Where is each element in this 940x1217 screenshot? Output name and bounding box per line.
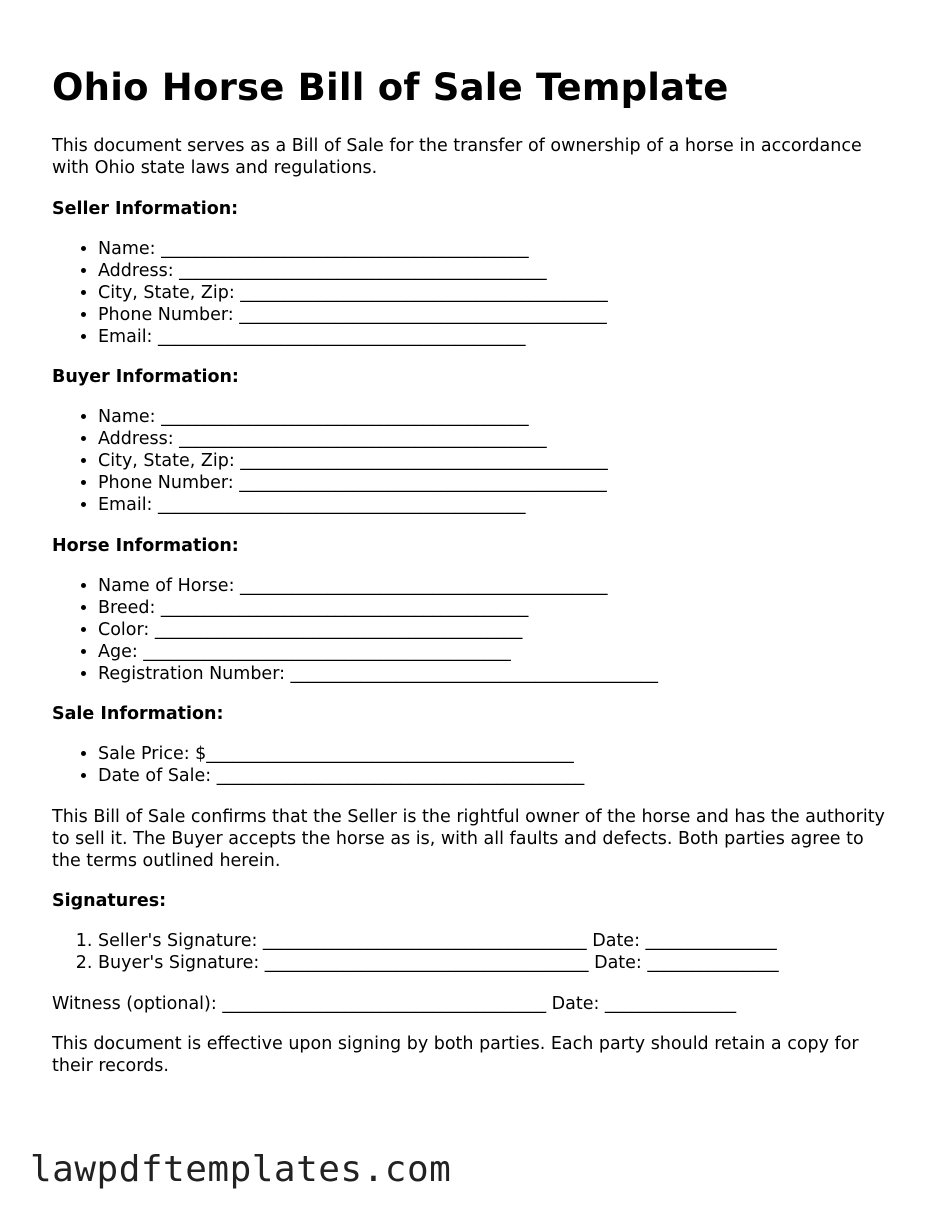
buyer-field-list	[52, 406, 938, 516]
buyer-address-field: • Address: __________________________________________	[98, 428, 938, 450]
page-title: Ohio Horse Bill of Sale Template	[52, 66, 729, 109]
horse-name-field: • Name of Horse: __________________________________________	[98, 575, 938, 597]
buyer-heading: Buyer Information:	[52, 367, 239, 387]
seller-signature-line: 1. Seller's Signature: _____________________________________ Date: _______________	[98, 930, 938, 952]
signatures-list	[52, 930, 938, 974]
buyer-email-field: • Email: __________________________________________	[98, 494, 938, 516]
buyer-city-state-zip-field: • City, State, Zip: __________________________________________	[98, 450, 938, 472]
closing-paragraph: This document is effective upon signing by both parties. Each party should retain a copy for their records.	[52, 1034, 859, 1076]
sale-price-field: • Sale Price: $__________________________________________	[98, 743, 938, 765]
sale-field-list	[52, 743, 938, 787]
buyer-signature-line: 2. Buyer's Signature: _____________________________________ Date: _______________	[98, 952, 938, 974]
witness-signature-line: Witness (optional): _____________________________________ Date: _______________	[52, 994, 737, 1014]
horse-breed-field: • Breed: __________________________________________	[98, 597, 938, 619]
seller-name-field: • Name: __________________________________________	[98, 238, 938, 260]
seller-phone-field: • Phone Number: __________________________________________	[98, 304, 938, 326]
sale-date-field: • Date of Sale: __________________________________________	[98, 765, 938, 787]
horse-age-field: • Age: __________________________________________	[98, 641, 938, 663]
horse-registration-field: • Registration Number: __________________________________________	[98, 663, 938, 685]
seller-email-field: • Email: __________________________________________	[98, 326, 938, 348]
watermark-logo: lawpdftemplates.com	[30, 1149, 452, 1190]
buyer-phone-field: • Phone Number: __________________________________________	[98, 472, 938, 494]
horse-color-field: • Color: __________________________________________	[98, 619, 938, 641]
sale-heading: Sale Information:	[52, 704, 224, 724]
seller-address-field: • Address: __________________________________________	[98, 260, 938, 282]
seller-field-list	[52, 238, 938, 348]
signatures-heading: Signatures:	[52, 891, 167, 911]
seller-city-state-zip-field: • City, State, Zip: __________________________________________	[98, 282, 938, 304]
horse-heading: Horse Information:	[52, 536, 239, 556]
buyer-name-field: • Name: __________________________________________	[98, 406, 938, 428]
seller-heading: Seller Information:	[52, 199, 239, 219]
confirmation-paragraph: This Bill of Sale confirms that the Seller is the rightful owner of the horse and has the authority to sell it. The Buyer accepts the horse as is, with all faults and defects. Both parties agree to the terms outlined herein.	[52, 807, 885, 871]
horse-field-list	[52, 575, 938, 685]
intro-paragraph: This document serves as a Bill of Sale for the transfer of ownership of a horse in accordance with Ohio state laws and regulations.	[52, 136, 862, 178]
